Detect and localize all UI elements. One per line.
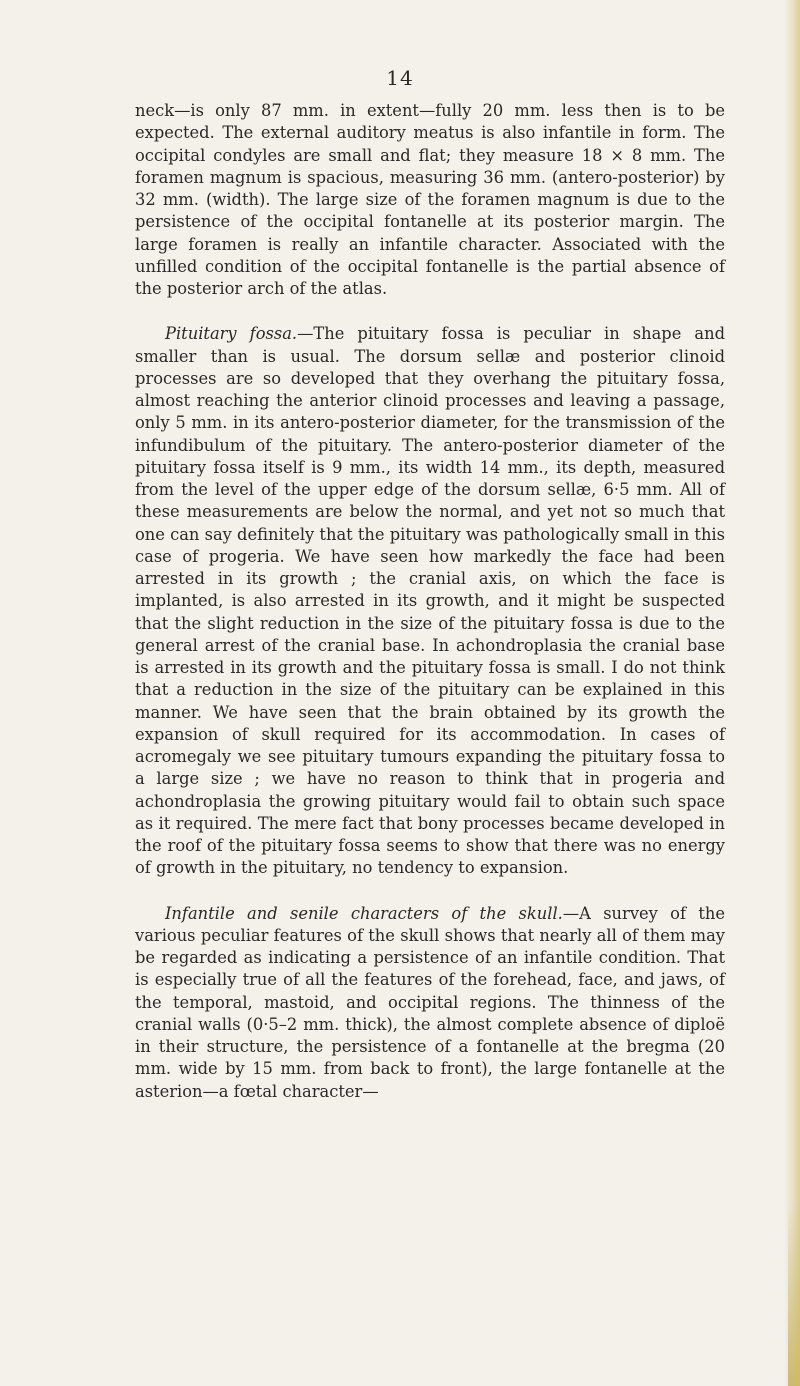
page-edge-stain — [788, 1200, 800, 1386]
paragraph-text: —A survey of the various peculiar features of the skull shows that nearly all of them may be regarded as indicating a persistence of an infantile condition. That is especially true of all the features of the forehead, face, and jaws, of the temporal, mastoid, and occipital regions. The thinness of the cranial walls (0·5–2 mm. thick), the almost complete absence of diploë in their structure, the persistence of a fontanelle at the bregma (20 mm. wide by 15 mm. from back to front), the large fontanelle at the asterion—a fœtal character— — [135, 903, 725, 1101]
body-text — [135, 100, 725, 1103]
paragraph-text: neck—is only 87 mm. in extent—fully 20 mm. less then is to be expected. The external auditory meatus is also infantile in form. The occipital condyles are small and flat; they measure 18 × 8 mm. The foramen magnum is spacious, measuring 36 mm. (antero-posterior) by 32 mm. (width). The large size of the foramen magnum is due to the persistence of the occipital fontanelle at its posterior margin. The large foramen is really an infantile character. Associated with the unfilled condition of the occipital fontanelle is the partial absence of the posterior arch of the atlas. — [135, 101, 725, 298]
page-edge-shadow — [784, 0, 800, 1386]
page-number: 14 — [386, 66, 414, 90]
paragraph-continuation — [135, 100, 725, 300]
paragraph-pituitary-fossa — [135, 323, 725, 879]
paragraph-text: —The pituitary fossa is peculiar in shape and smaller than is usual. The dorsum sellæ and posterior clinoid processes are so developed that they overhang the pituitary fossa, almost reaching the anterior clinoid processes and leaving a passage, only 5 mm. in its antero-posterior diameter, for the transmission of the infundibulum of the pituitary. The antero-posterior diameter of the pituitary fossa itself is 9 mm., its width 14 mm., its depth, measured from the level of the upper edge of the dorsum sellæ, 6·5 mm. All of these measurements are below the normal, and yet not so much that one can say definitely that the pituitary was pathologically small in this case of progeria. We have seen how markedly the face had been arrested in its growth ; the cranial axis, on which the face is implanted, is also arrested in its growth, and it might be suspected that the slight reduction in the size of the pituitary fossa is due to the general arrest of the cranial base. In achondroplasia the cranial base is arrested in its growth and the pituitary fossa is small. I do not think that a reduction in the size of the pituitary can be explained in this manner. We have seen that the brain obtained by its growth the expansion of skull required for its accommodation. In cases of acromegaly we see pituitary tumours expanding the pituitary fossa to a large size ; we have no reason to think that in progeria and achondroplasia the growing pituitary would fail to obtain such space as it required. The mere fact that bony processes became developed in the roof of the pituitary fossa seems to show that there was no energy of growth in the pituitary, no tendency to expansion. — [135, 324, 725, 878]
paragraph-infantile-senile — [135, 903, 725, 1103]
section-heading-infantile-senile: Infantile and senile characters of the skull. — [165, 903, 563, 923]
section-heading-pituitary-fossa: Pituitary fossa. — [165, 324, 298, 344]
